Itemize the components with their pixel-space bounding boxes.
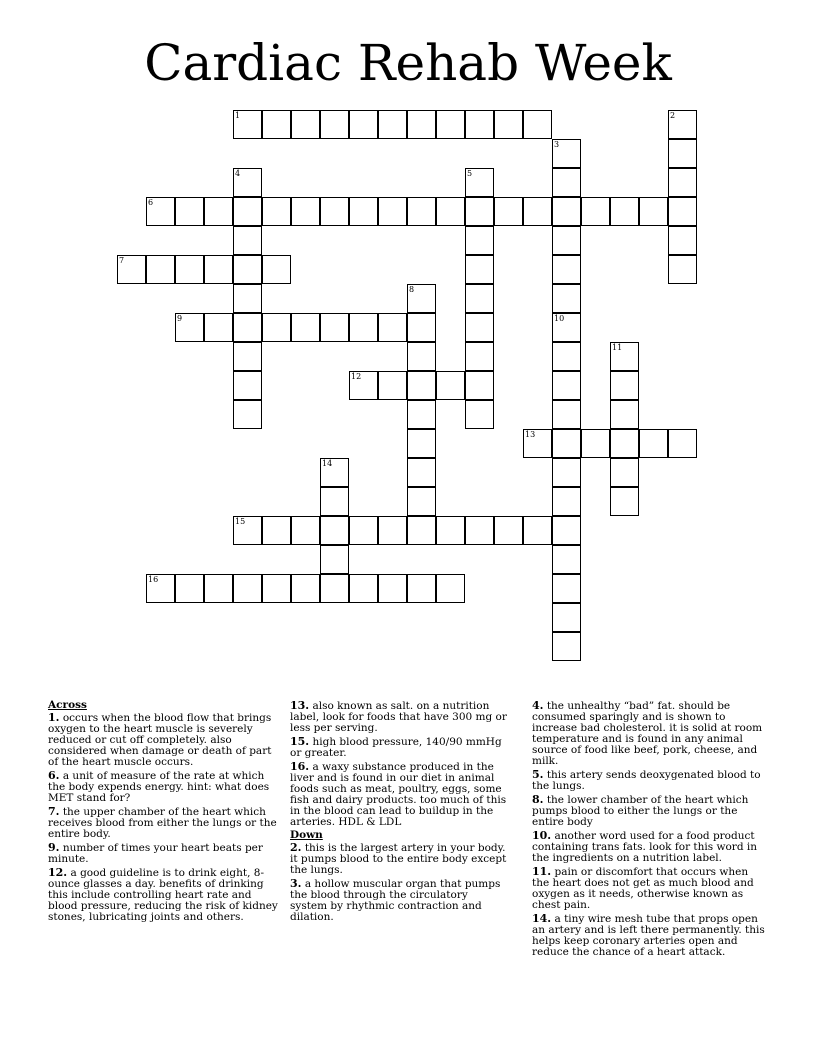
clue-down-5: 5. this artery sends deoxygenated blood to the lungs. (532, 768, 761, 792)
grid-cell[interactable] (436, 574, 465, 603)
grid-cell[interactable] (291, 197, 320, 226)
grid-cell[interactable] (465, 516, 494, 545)
grid-cell[interactable] (552, 284, 581, 313)
grid-cell[interactable] (320, 516, 349, 545)
grid-cell[interactable] (581, 197, 610, 226)
grid-cell[interactable] (175, 255, 204, 284)
clue-down-3: 3. a hollow muscular organ that pumps the blood through the circulatory system by rhythmic contraction and dilation. (290, 877, 501, 923)
grid-cell[interactable] (204, 255, 233, 284)
grid-cell[interactable] (349, 574, 378, 603)
grid-cell[interactable] (407, 342, 436, 371)
cell-number: 8 (409, 285, 415, 294)
cell-number: 10 (554, 314, 565, 323)
grid-cell[interactable] (523, 110, 552, 139)
grid-cell[interactable] (262, 197, 291, 226)
grid-cell[interactable] (552, 487, 581, 516)
cell-number: 1 (235, 111, 241, 120)
grid-cell[interactable] (320, 110, 349, 139)
grid-cell[interactable] (407, 400, 436, 429)
grid-cell[interactable] (407, 574, 436, 603)
grid-cell[interactable] (407, 197, 436, 226)
grid-cell[interactable] (639, 429, 668, 458)
grid-cell[interactable] (523, 197, 552, 226)
grid-cell[interactable] (436, 371, 465, 400)
grid-cell[interactable] (233, 226, 262, 255)
cell-number: 14 (322, 459, 333, 468)
clue-down-14: 14. a tiny wire mesh tube that props open an artery and is left there permanently. this helps keep coronary arteries open and reduce the chance of a heart attack. (532, 912, 765, 958)
clue-across-15: 15. high blood pressure, 140/90 mmHg or greater. (290, 735, 502, 759)
grid-cell[interactable] (233, 255, 262, 284)
clues-column-1 (48, 700, 284, 925)
grid-cell[interactable] (407, 110, 436, 139)
grid-cell[interactable] (349, 197, 378, 226)
grid-cell[interactable] (668, 110, 697, 139)
grid-cell[interactable] (465, 400, 494, 429)
grid-cell[interactable] (610, 458, 639, 487)
clue-down-8: 8. the lower chamber of the heart which pumps blood to either the lungs or the entire body (532, 793, 749, 828)
grid-cell[interactable] (291, 110, 320, 139)
grid-cell[interactable] (407, 284, 436, 313)
grid-cell[interactable] (610, 429, 639, 458)
grid-cell[interactable] (465, 110, 494, 139)
grid-cell[interactable] (175, 313, 204, 342)
grid-cell[interactable] (552, 458, 581, 487)
grid-cell[interactable] (494, 110, 523, 139)
grid-cell[interactable] (204, 574, 233, 603)
grid-cell[interactable] (581, 429, 610, 458)
grid-cell[interactable] (407, 429, 436, 458)
cell-number: 3 (554, 140, 560, 149)
grid-cell[interactable] (668, 168, 697, 197)
cell-number: 6 (148, 198, 154, 207)
grid-cell[interactable] (233, 342, 262, 371)
grid-cell[interactable] (407, 516, 436, 545)
grid-cell[interactable] (639, 197, 668, 226)
grid-cell[interactable] (407, 458, 436, 487)
grid-cell[interactable] (175, 574, 204, 603)
page-title: Cardiac Rehab Week (144, 34, 672, 92)
clue-across-16: 16. a waxy substance produced in the liver and is found in our diet in animal foods such as meat, poultry, eggs, some fish and dairy products. too much of this in the blood can lead to buildup in the arteries. HDL & LDL (290, 760, 507, 828)
grid-cell[interactable] (262, 574, 291, 603)
clue-down-4: 4. the unhealthy “bad” fat. should be consumed sparingly and is shown to increase bad cholesterol. it is solid at room temperature and is found in any animal source of food like beef, pork, cheese, and milk. (532, 699, 763, 767)
grid-cell[interactable] (320, 487, 349, 516)
grid-cell[interactable] (552, 632, 581, 661)
grid-cell[interactable] (233, 313, 262, 342)
grid-cell[interactable] (610, 487, 639, 516)
grid-cell[interactable] (378, 110, 407, 139)
grid-cell[interactable] (233, 371, 262, 400)
grid-cell[interactable] (552, 313, 581, 342)
grid-cell[interactable] (117, 255, 146, 284)
grid-cell[interactable] (407, 313, 436, 342)
grid-cell[interactable] (320, 458, 349, 487)
grid-cell[interactable] (668, 255, 697, 284)
grid-cell[interactable] (552, 342, 581, 371)
clue-down-11: 11. pain or discomfort that occurs when the heart does not get as much blood and oxygen as it needs, otherwise known as chest pain. (532, 865, 754, 911)
grid-cell[interactable] (291, 313, 320, 342)
grid-cell[interactable] (320, 197, 349, 226)
grid-cell[interactable] (233, 400, 262, 429)
grid-cell[interactable] (320, 313, 349, 342)
grid-cell[interactable] (465, 342, 494, 371)
grid-cell[interactable] (552, 574, 581, 603)
grid-cell[interactable] (407, 371, 436, 400)
grid-cell[interactable] (349, 313, 378, 342)
grid-cell[interactable] (552, 400, 581, 429)
grid-cell[interactable] (436, 197, 465, 226)
grid-cell[interactable] (320, 574, 349, 603)
grid-cell[interactable] (378, 313, 407, 342)
grid-cell[interactable] (668, 139, 697, 168)
grid-cell[interactable] (465, 197, 494, 226)
grid-cell[interactable] (204, 197, 233, 226)
grid-cell[interactable] (465, 168, 494, 197)
grid-cell[interactable] (552, 226, 581, 255)
grid-cell[interactable] (465, 313, 494, 342)
cell-number: 15 (235, 517, 246, 526)
grid-cell[interactable] (610, 400, 639, 429)
grid-cell[interactable] (668, 429, 697, 458)
grid-cell[interactable] (349, 516, 378, 545)
grid-cell[interactable] (523, 429, 552, 458)
cell-number: 7 (119, 256, 125, 265)
grid-cell[interactable] (552, 429, 581, 458)
clues-column-2 (290, 700, 508, 925)
grid-cell[interactable] (552, 255, 581, 284)
grid-cell[interactable] (146, 197, 175, 226)
cell-number: 11 (612, 343, 623, 352)
grid-cell[interactable] (291, 574, 320, 603)
grid-cell[interactable] (552, 197, 581, 226)
grid-cell[interactable] (262, 255, 291, 284)
grid-cell[interactable] (523, 516, 552, 545)
cell-number: 12 (351, 372, 362, 381)
grid-cell[interactable] (465, 284, 494, 313)
cell-number: 13 (525, 430, 536, 439)
grid-cell[interactable] (262, 516, 291, 545)
grid-cell[interactable] (262, 313, 291, 342)
clue-across-12: 12. a good guideline is to drink eight, 8-ounce glasses a day. benefits of drinking this include controlling heart rate and blood pressure, reducing the risk of kidney stones, lubricating joints and others. (48, 866, 278, 923)
grid-cell[interactable] (465, 255, 494, 284)
grid-cell[interactable] (349, 371, 378, 400)
grid-cell[interactable] (378, 516, 407, 545)
clue-across-13: 13. also known as salt. on a nutrition label, look for foods that have 300 mg or less per serving. (290, 699, 507, 734)
clue-across-6: 6. a unit of measure of the rate at which the body expends energy. hint: what does MET stand for? (48, 769, 270, 804)
grid-cell[interactable] (668, 197, 697, 226)
grid-cell[interactable] (378, 371, 407, 400)
grid-cell[interactable] (262, 110, 291, 139)
grid-cell[interactable] (233, 284, 262, 313)
across-heading: Across (48, 699, 87, 711)
grid-cell[interactable] (378, 197, 407, 226)
grid-cell[interactable] (146, 574, 175, 603)
grid-cell[interactable] (233, 168, 262, 197)
grid-cell[interactable] (436, 516, 465, 545)
grid-cell[interactable] (233, 197, 262, 226)
grid-cell[interactable] (146, 255, 175, 284)
grid-cell[interactable] (494, 197, 523, 226)
cell-number: 9 (177, 314, 183, 323)
cell-number: 5 (467, 169, 473, 178)
grid-cell[interactable] (407, 487, 436, 516)
grid-cell[interactable] (610, 371, 639, 400)
grid-cell[interactable] (552, 371, 581, 400)
grid-cell[interactable] (552, 545, 581, 574)
grid-cell[interactable] (436, 110, 465, 139)
grid-cell[interactable] (610, 197, 639, 226)
grid-cell[interactable] (552, 168, 581, 197)
grid-cell[interactable] (320, 545, 349, 574)
grid-cell[interactable] (204, 313, 233, 342)
grid-cell[interactable] (233, 574, 262, 603)
grid-cell[interactable] (610, 342, 639, 371)
grid-cell[interactable] (552, 139, 581, 168)
grid-cell[interactable] (233, 516, 262, 545)
grid-cell[interactable] (552, 603, 581, 632)
clue-down-10: 10. another word used for a food product containing trans fats. look for this word in the ingredients on a nutrition label. (532, 829, 758, 864)
grid-cell[interactable] (349, 110, 378, 139)
grid-cell[interactable] (233, 110, 262, 139)
clues-column-3 (532, 700, 768, 960)
clue-down-2: 2. this is the largest artery in your body. it pumps blood to the entire body except the lungs. (290, 841, 507, 876)
grid-cell[interactable] (378, 574, 407, 603)
grid-cell[interactable] (668, 226, 697, 255)
cell-number: 2 (670, 111, 676, 120)
clue-across-1: 1. occurs when the blood flow that brings oxygen to the heart muscle is severely reduced or cut off completely. also considered when damage or death of part of the heart muscle occurs. (48, 711, 272, 768)
grid-cell[interactable] (552, 516, 581, 545)
cell-number: 16 (148, 575, 159, 584)
grid-cell[interactable] (175, 197, 204, 226)
grid-cell[interactable] (494, 516, 523, 545)
grid-cell[interactable] (465, 226, 494, 255)
grid-cell[interactable] (465, 371, 494, 400)
cell-number: 4 (235, 169, 241, 178)
clue-across-7: 7. the upper chamber of the heart which receives blood from either the lungs or the entire body. (48, 805, 277, 840)
down-heading: Down (290, 829, 323, 841)
clue-across-9: 9. number of times your heart beats per minute. (48, 841, 263, 865)
grid-cell[interactable] (291, 516, 320, 545)
